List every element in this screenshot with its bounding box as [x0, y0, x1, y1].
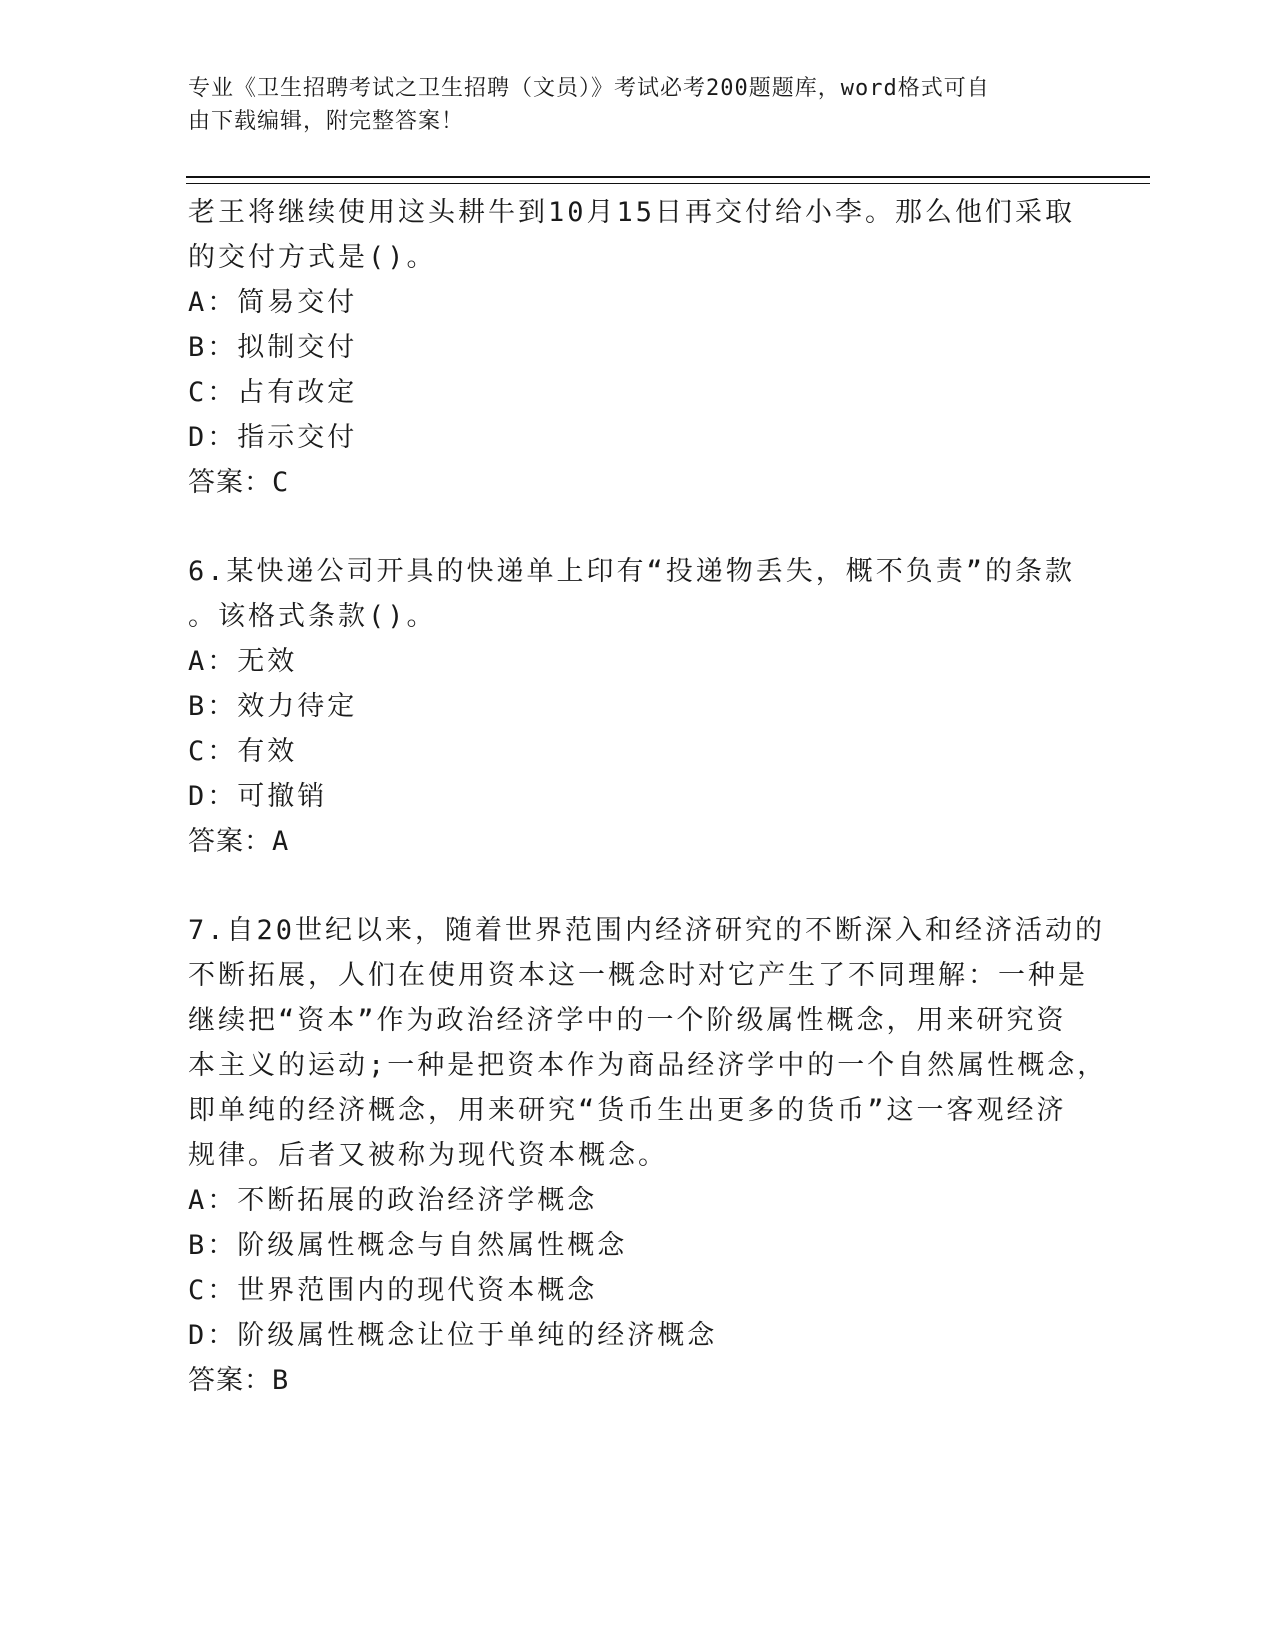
question-stem-line: 的交付方式是()。 — [188, 242, 437, 273]
answer-label: 答案： — [188, 1365, 272, 1396]
answer-value: C — [272, 467, 290, 498]
question-stem-line: 。该格式条款()。 — [188, 601, 437, 632]
answer-label: 答案： — [188, 467, 272, 498]
option-a: A：简易交付 — [188, 287, 358, 318]
answer-value: A — [272, 826, 290, 857]
question-stem-line: 7.自20世纪以来，随着世界范围内经济研究的不断深入和经济活动的 — [188, 915, 1106, 946]
question-7 — [188, 908, 1108, 1403]
question-stem-line: 继续把“资本”作为政治经济学中的一个阶级属性概念，用来研究资 — [188, 1005, 1067, 1036]
question-stem-line: 规律。后者又被称为现代资本概念。 — [188, 1140, 668, 1171]
answer-line — [188, 819, 1088, 864]
option-d: D：阶级属性概念让位于单纯的经济概念 — [188, 1320, 718, 1351]
answer-value: B — [272, 1365, 290, 1396]
answer-line — [188, 1358, 1088, 1403]
option-d: D：指示交付 — [188, 422, 358, 453]
header-line-1: 专业《卫生招聘考试之卫生招聘（文员）》考试必考200题题库，word格式可自 — [188, 76, 990, 101]
header-line-2: 由下载编辑，附完整答案！ — [188, 109, 465, 134]
answer-line — [188, 460, 1088, 505]
question-stem-line: 即单纯的经济概念，用来研究“货币生出更多的货币”这一客观经济 — [188, 1095, 1067, 1126]
option-b: B：阶级属性概念与自然属性概念 — [188, 1230, 628, 1261]
option-c: C：占有改定 — [188, 377, 358, 408]
answer-label: 答案： — [188, 826, 272, 857]
question-spacer — [188, 864, 1088, 908]
document-header — [188, 72, 1068, 138]
option-a: A：不断拓展的政治经济学概念 — [188, 1185, 598, 1216]
option-b: B：效力待定 — [188, 691, 358, 722]
question-stem-line: 不断拓展，人们在使用资本这一概念时对它产生了不同理解：一种是 — [188, 960, 1088, 991]
question-stem-line: 老王将继续使用这头耕牛到10月15日再交付给小李。那么他们采取 — [188, 197, 1076, 228]
question-5 — [188, 190, 1088, 505]
question-list — [188, 190, 1108, 1403]
header-divider-thin — [186, 183, 1150, 184]
option-a: A：无效 — [188, 646, 298, 677]
question-spacer — [188, 505, 1088, 549]
question-stem-line: 本主义的运动;一种是把资本作为商品经济学中的一个自然属性概念， — [188, 1050, 1108, 1081]
option-c: C：有效 — [188, 736, 298, 767]
header-divider-thick — [186, 176, 1150, 178]
option-b: B：拟制交付 — [188, 332, 358, 363]
question-6 — [188, 549, 1088, 864]
option-d: D：可撤销 — [188, 781, 328, 812]
question-stem-line: 6.某快递公司开具的快递单上印有“投递物丢失，概不负责”的条款 — [188, 556, 1076, 587]
option-c: C：世界范围内的现代资本概念 — [188, 1275, 598, 1306]
